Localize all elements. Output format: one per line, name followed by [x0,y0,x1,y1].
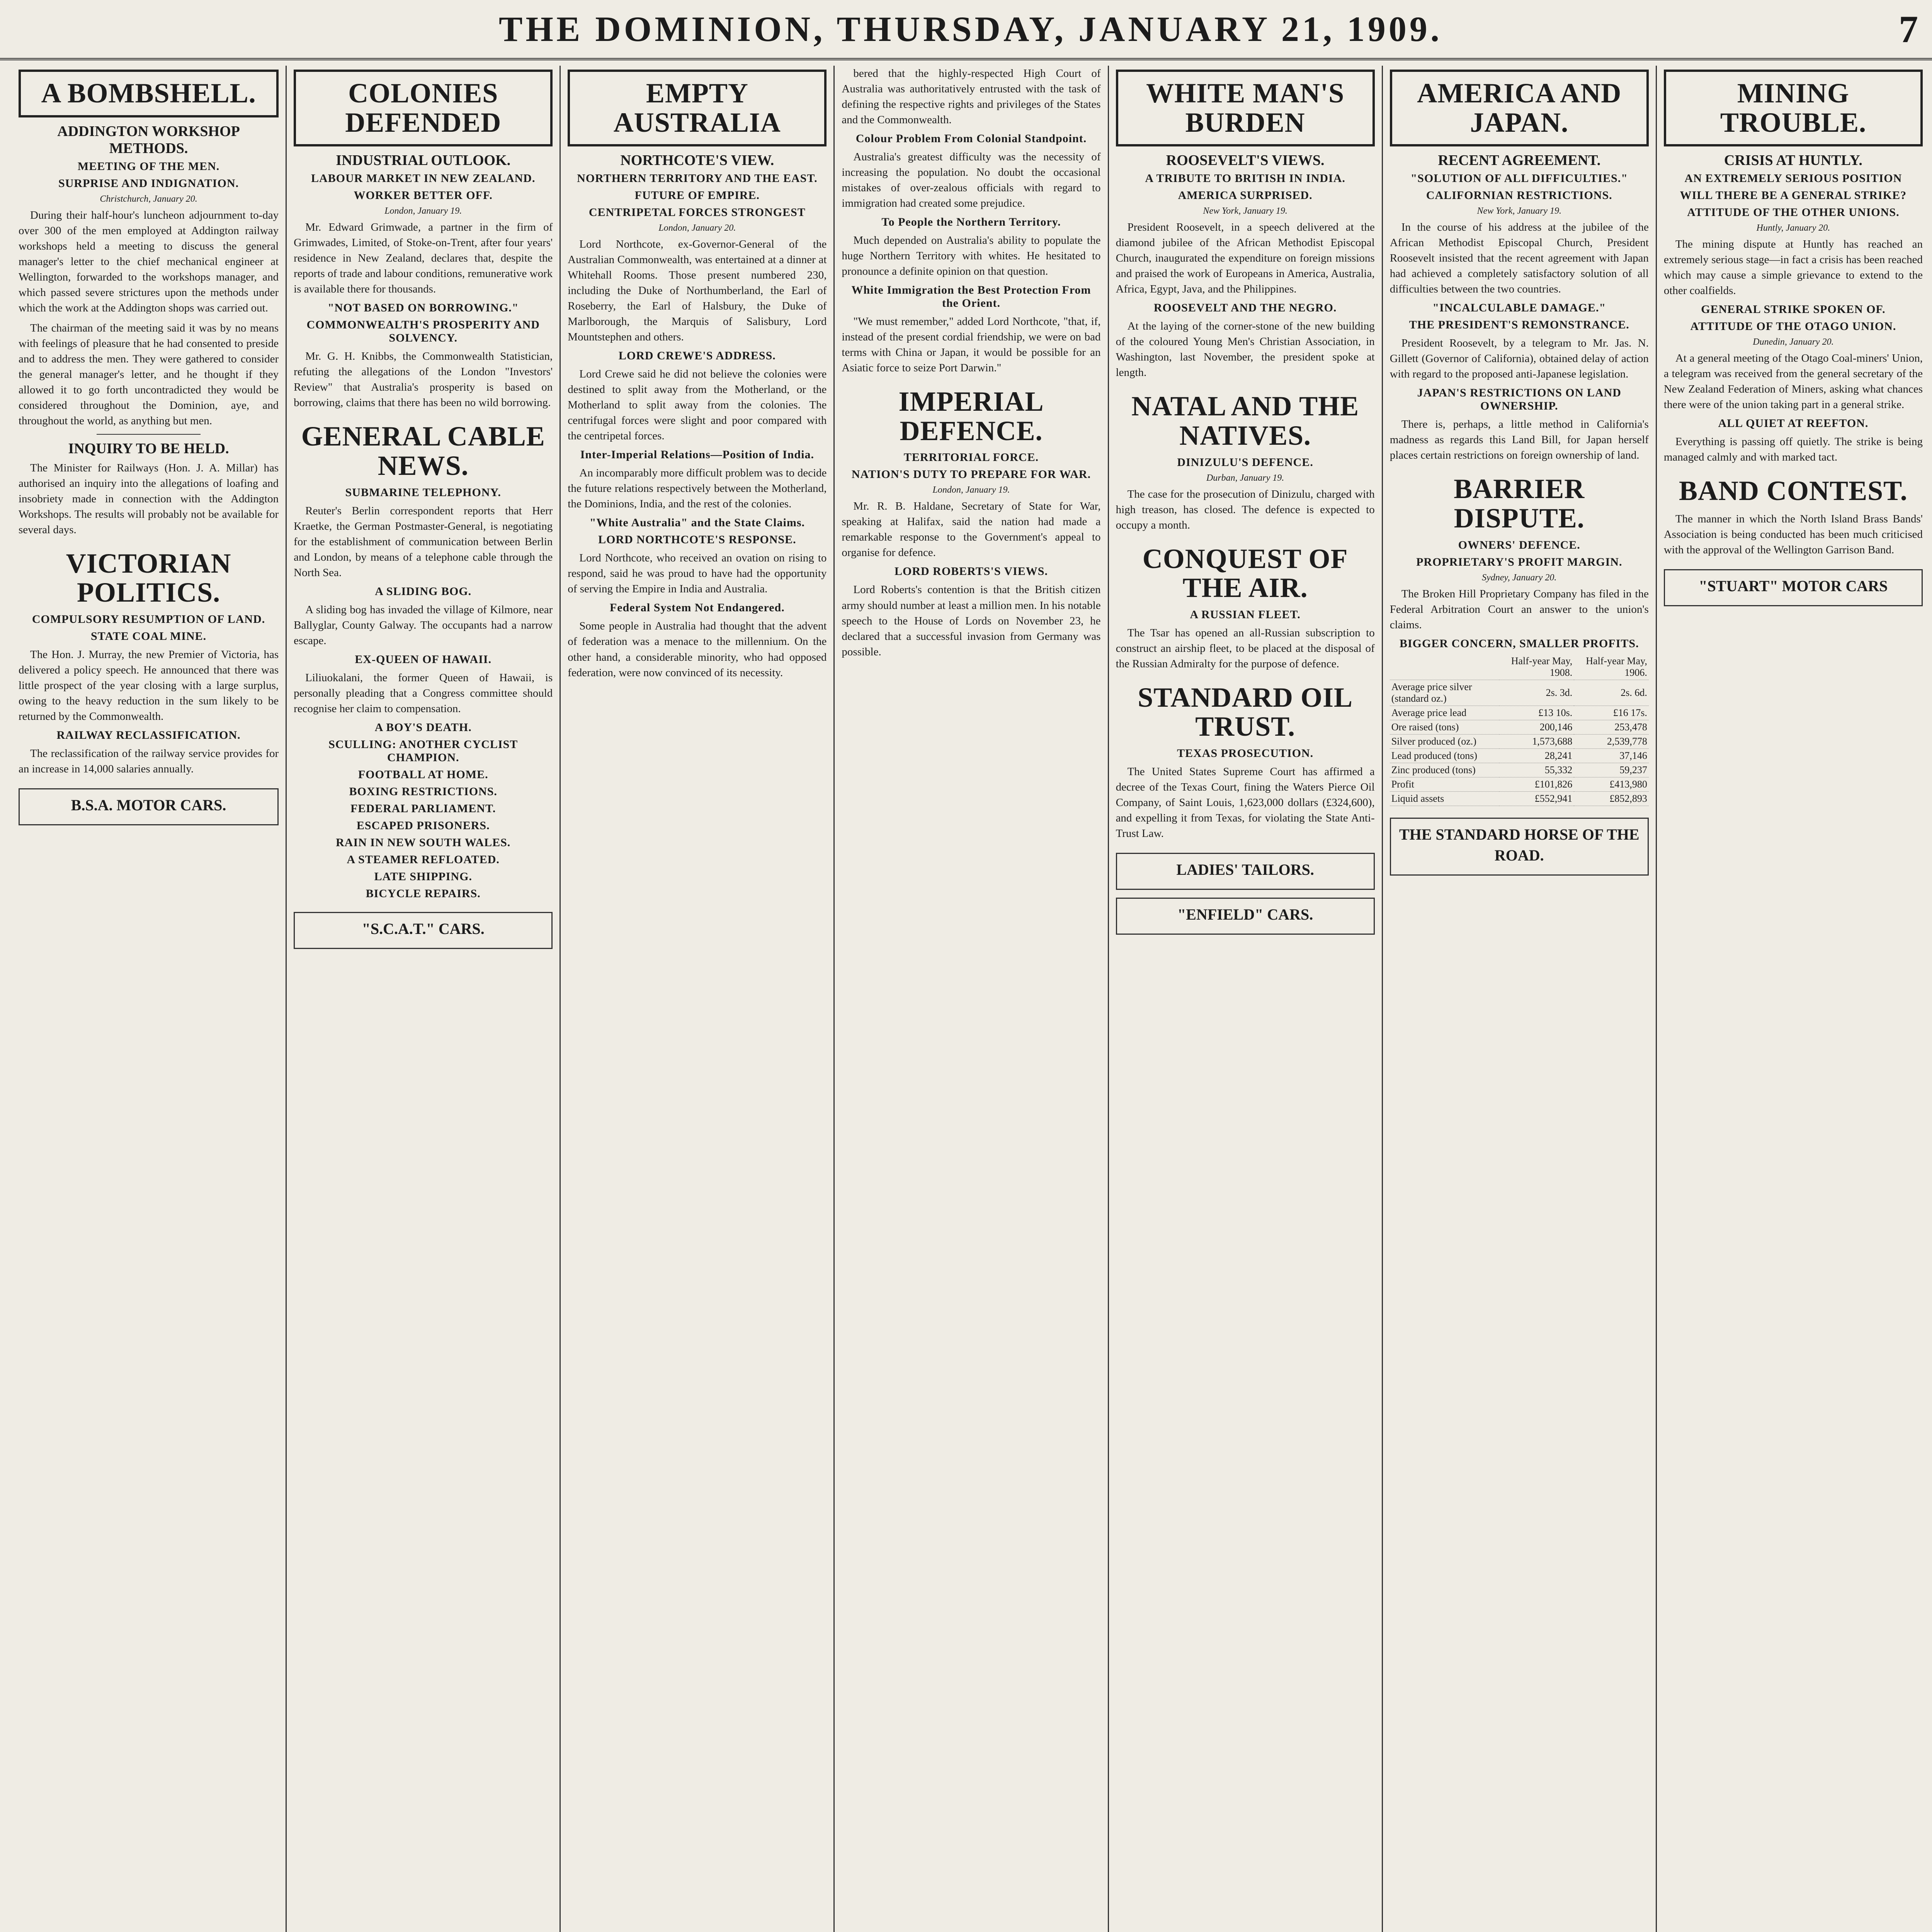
paragraph: President Roosevelt, by a telegram to Mr. Jas. N. Gillett (Governor of California), obtained delay of action with regard to the proposed anti-Japanese legislation. [1389,337,1649,381]
paragraph: Mr. Edward Grimwade, a partner in the firm of Grimwades, Limited, of Stoke-on-Trent, after four years' residence in New Zealand, declares that, despite the reports of trade and labour conditions, remunerative work is available there for thousands. [294,221,553,296]
table-row [1390,763,1649,777]
subheading: Colour Problem From Colonial Standpoint. [855,132,1087,145]
ad-title: "STUART" MOTOR CARS [1699,577,1888,595]
subheading: AN EXTREMELY SERIOUS POSITION [1684,172,1902,185]
article-band-contest [1664,476,1923,558]
dateline: London, January 20. [658,223,736,233]
paragraph: Mr. R. B. Haldane, Secretary of State for War, speaking at Halifax, said the nation had made a remarkable response to the Government's appeal to organise for defence. [842,500,1101,559]
subheading: Inter-Imperial Relations—Position of India. [580,448,814,461]
masthead [0,0,1932,60]
paragraph: The case for the prosecution of Dinizulu, charged with high treason, has closed. The defence is expected to occupy a month. [1116,488,1375,531]
stats-table [1390,654,1649,806]
table-row [1390,791,1649,806]
subheading: DINIZULU'S DEFENCE. [1177,456,1313,469]
paragraph: In the course of his address at the jubilee of the African Methodist Episcopal Church, President Roosevelt insisted that the recent agreement with Japan had achieved a completely satisfactory solution of all difficulties between the two countries. [1389,221,1649,296]
subheading: WORKER BETTER OFF. [354,189,493,202]
table-cell: 28,241 [1499,748,1574,763]
ad-title: "ENFIELD" CARS. [1177,906,1313,923]
subheading: FOOTBALL AT HOME. [358,768,488,781]
page-number: 7 [1899,8,1918,51]
subheading: ROOSEVELT AND THE NEGRO. [1153,301,1337,315]
headline: GENERAL CABLE NEWS. [301,421,545,481]
table-cell: Zinc produced (tons) [1390,763,1499,777]
column-6 [1382,66,1656,1932]
article-standard-oil [1116,683,1375,841]
dateline: Dunedin, January 20. [1753,337,1834,347]
subheading: SURPRISE AND INDIGNATION. [58,177,239,190]
headline: BARRIER DISPUTE. [1454,473,1585,534]
subheading: WILL THERE BE A GENERAL STRIKE? [1680,189,1907,202]
column-2 [286,66,560,1932]
table-cell: 253,478 [1574,720,1649,734]
subheading: FUTURE OF EMPIRE. [634,189,760,202]
table-cell: 2s. 6d. [1574,680,1649,706]
paragraph: President Roosevelt, in a speech delivered at the diamond jubilee of the African Methodist Episcopal Church, inaugurated the expenditure on foreign missions and praised the work of Europeans in America, Australia, Africa, Egypt, Java, and the Philippines. [1116,221,1375,296]
table-row [1390,706,1649,720]
table-cell: Average price lead [1390,706,1499,720]
subheading: COMPULSORY RESUMPTION OF LAND. [32,613,265,626]
paragraph: The Broken Hill Proprietary Company has filed in the Federal Arbitration Court an answer to the union's claims. [1389,587,1649,631]
subheading: White Immigration the Best Protection From the Orient. [851,284,1091,310]
headline: IMPERIAL DEFENCE. [898,386,1044,446]
table-cell: Silver produced (oz.) [1390,734,1499,748]
column-3 [560,66,833,1932]
advertisement [1116,853,1375,890]
dateline: Huntly, January 20. [1756,223,1830,233]
paragraph: Reuter's Berlin correspondent reports that Herr Kraetke, the German Postmaster-General, is negotiating for the establishment of communication between Berlin and London, by means of a telephone cable through the North Sea. [294,504,553,579]
subheading: CALIFORNIAN RESTRICTIONS. [1426,189,1612,202]
paragraph: Lord Roberts's contention is that the British citizen army should number at least a million men. In his notable speech to the House of Lords on November 23, he declared that a successful invasion from Germany was possible. [842,583,1101,658]
subheading: LORD CREWE'S ADDRESS. [618,349,776,362]
subheading: A TRIBUTE TO BRITISH IN INDIA. [1145,172,1345,185]
paragraph: Lord Crewe said he did not believe the colonies were destined to split away from the Motherland, or the Motherland to split away from the colonies. The centrifugal forces were slight and poor compared with the centripetal forces. [568,368,827,442]
table-header: Half-year May, 1908. [1499,654,1574,680]
table-cell: 2s. 3d. [1499,680,1574,706]
headline: MINING TROUBLE. [1664,70,1923,146]
paragraph: The United States Supreme Court has affirmed a decree of the Texas Court, fining the Waters Pierce Oil Company, of Saint Louis, 1,623,000 dollars (£324,600), and expelling it from Texas, for violating the State Anti-Trust Law. [1116,765,1375,840]
paragraph: During their half-hour's luncheon adjournment to-day over 300 of the men employed at Addington railway workshops held a meeting to discuss the general manager's letter to the chief mechanical engineer at Wellington, forwarded to the workshops manager, and which passed severe strictures upon the methods under which the work at the Addington shops was carried out. [19,209,279,314]
headline: STANDARD OIL TRUST. [1138,682,1353,742]
table-cell: £101,826 [1499,777,1574,791]
paragraph: The Tsar has opened an all-Russian subscription to construct an airship fleet, to be placed at the disposal of the Russian Admiralty for the purpose of defence. [1116,626,1375,670]
paragraph: Much depended on Australia's ability to populate the huge Northern Territory with whites. He hesitated to pronounce a definite opinion on that question. [842,234,1101,278]
subheading: ESCAPED PRISONERS. [356,819,490,832]
column-5 [1108,66,1382,1932]
table-cell: Lead produced (tons) [1390,748,1499,763]
dateline: New York, January 19. [1477,206,1561,216]
table-header-row [1390,654,1649,680]
advertisement [19,788,279,825]
subheading: LORD NORTHCOTE'S RESPONSE. [598,533,796,546]
table-cell: Ore raised (tons) [1390,720,1499,734]
dateline: New York, January 19. [1203,206,1287,216]
article-victorian-politics [19,549,279,777]
paragraph: Australia's greatest difficulty was the necessity of increasing the population. No doubt the occasional mistakes of over-zealous officials with regard to immigration had created some prejudice. [842,151,1101,210]
table-header: Half-year May, 1906. [1574,654,1649,680]
paragraph: Liliuokalani, the former Queen of Hawaii, is personally pleading that a Congress committee should recognise her claim to compensation. [294,671,553,715]
subheading: RECENT AGREEMENT. [1438,152,1601,169]
subheading: NORTHERN TERRITORY AND THE EAST. [577,172,818,185]
table-cell: £13 10s. [1499,706,1574,720]
paragraph: "We must remember," added Lord Northcote, "that, if, instead of the present cordial friendship, we were on bad terms with China or Japan, it would be possible for an Asiatic force to seize Port Darwin." [842,315,1101,374]
article-natal [1116,392,1375,532]
column-1 [12,66,286,1932]
subheading: PROPRIETARY'S PROFIT MARGIN. [1416,555,1622,568]
paragraph: At the laying of the corner-stone of the new building of the coloured Young Men's Christian Association, in Washington, last November, the president spoke at length. [1116,320,1375,379]
table-row [1390,734,1649,748]
subheading: CRISIS AT HUNTLY. [1724,152,1862,169]
paragraph: bered that the highly-respected High Court of Australia was authoritatively entrusted with the task of defining the respective rights and privileges of the States and the Commonwealth. [842,67,1101,126]
subheading: A STEAMER REFLOATED. [347,853,500,866]
paragraph: Lord Northcote, who received an ovation on rising to respond, said he was proud to have had the opportunity of serving the Empire in India and Australia. [568,552,827,595]
article-america-and-japan [1390,70,1649,463]
subheading: ROOSEVELT'S VIEWS. [1166,152,1325,169]
newspaper-columns [12,66,1930,1932]
paragraph: Lord Northcote, ex-Governor-General of the Australian Commonwealth, was entertained at a dinner at Whitehall Rooms. Those present numbered 230, including the Duke of Northumberland, the Earl of Roseberry, the Earl of Halsbury, the Duke of Marlborough, the Marquis of Salisbury, Lord Mountstephen and others. [568,238,827,344]
subheading: AMERICA SURPRISED. [1178,189,1313,202]
subheading: LATE SHIPPING. [374,870,472,883]
subheading: RAIN IN NEW SOUTH WALES. [336,836,511,849]
table-cell: 59,237 [1574,763,1649,777]
article-colonies-defended [294,70,553,410]
subheading: COMMONWEALTH'S PROSPERITY AND SOLVENCY. [306,318,540,345]
paragraph: The manner in which the North Island Brass Bands' Association is being conducted has been much criticised with the approval of the Wellington Garrison Band. [1663,512,1923,556]
article-white-mans-burden [1116,70,1375,380]
paragraph: Everything is passing off quietly. The strike is being managed calmly and with marked tact. [1663,435,1923,464]
table-cell: 200,146 [1499,720,1574,734]
subheading: BIGGER CONCERN, SMALLER PROFITS. [1399,637,1639,650]
column-4 [833,66,1107,1932]
subheading: BICYCLE REPAIRS. [366,887,481,900]
article-mining-trouble [1664,70,1923,465]
dateline: London, January 19. [932,485,1010,495]
divider [97,434,201,435]
paragraph: There is, perhaps, a little method in California's madness as regards this Land Bill, for Japan herself places certain restrictions on foreign ownership of land. [1389,418,1649,462]
paragraph: The chairman of the meeting said it was by no means with feelings of pleasure that he had consented to preside and to address the men. They were gathered to consider the general manager's letter, and he thought if they allowed it to go forth uncontradicted they would be considered throughout the Dominion, aye, and throughout the world, as anything but men. [19,321,279,427]
table-cell: 2,539,778 [1574,734,1649,748]
headline: VICTORIAN POLITICS. [66,548,231,608]
subheading: TERRITORIAL FORCE. [903,451,1039,464]
paragraph: Mr. G. H. Knibbs, the Commonwealth Statistician, refuting the allegations of the London "Investors' Review" that Australia's prosperity is based on borrowing, claims that there has been no wild borrowing. [294,350,553,409]
ad-title: "S.C.A.T." CARS. [362,920,485,937]
subheading: A RUSSIAN FLEET. [1190,608,1301,621]
subheading: GENERAL STRIKE SPOKEN OF. [1701,303,1886,316]
dateline: London, January 19. [384,206,462,216]
dateline: Christchurch, January 20. [100,194,197,204]
subheading: NORTHCOTE'S VIEW. [620,152,774,169]
subheading: THE PRESIDENT'S REMONSTRANCE. [1409,318,1629,332]
subheading: JAPAN'S RESTRICTIONS ON LAND OWNERSHIP. [1417,386,1621,413]
dateline: Durban, January 19. [1206,473,1284,483]
table-cell: £16 17s. [1574,706,1649,720]
paragraph: At a general meeting of the Otago Coal-miners' Union, a telegram was received from the general secretary of the New Zealand Federation of Miners, asking what chances there were of the union taking part in a general strike. [1663,352,1923,411]
paragraph: The reclassification of the railway service provides for an increase in 14,000 salaries annually. [19,747,279,776]
table-cell: Average price silver (standard oz.) [1390,680,1499,706]
article-empty-australia-cont [842,66,1100,376]
subheading: "White Australia" and the State Claims. [589,516,805,529]
headline: WHITE MAN'S BURDEN [1116,70,1375,146]
ad-title: B.S.A. MOTOR CARS. [71,796,226,814]
paragraph: A sliding bog has invaded the village of Kilmore, near Ballyglar, County Galway. The occupants had a narrow escape. [294,603,553,647]
table-cell: £552,941 [1499,791,1574,806]
subheading: INQUIRY TO BE HELD. [68,440,229,457]
subheading: SUBMARINE TELEPHONY. [345,486,501,499]
headline: NATAL AND THE NATIVES. [1131,391,1359,451]
table-cell: £852,893 [1574,791,1649,806]
table-cell: 37,146 [1574,748,1649,763]
article-barrier-dispute [1390,474,1649,806]
table-row [1390,720,1649,734]
subheading: ADDINGTON WORKSHOP METHODS. [57,123,240,156]
subheading: BOXING RESTRICTIONS. [349,785,497,798]
table-row [1390,680,1649,706]
paragraph: Some people in Australia had thought that the advent of federation was a menace to the millennium. On the other hand, a considerable minority, who had opposed federation, were now convinced of its necessity. [568,620,827,679]
subheading: A BOY'S DEATH. [374,721,472,734]
advertisement [1390,818,1649,876]
subheading: LORD ROBERTS'S VIEWS. [894,565,1048,578]
subheading: CENTRIPETAL FORCES STRONGEST [588,206,806,219]
table-cell: 55,332 [1499,763,1574,777]
table-row [1390,777,1649,791]
article-conquest-of-air [1116,544,1375,672]
table-cell: £413,980 [1574,777,1649,791]
subheading: ATTITUDE OF THE OTHER UNIONS. [1687,206,1900,219]
advertisement [1116,898,1375,935]
subheading: RAILWAY RECLASSIFICATION. [56,729,241,742]
paragraph: The Minister for Railways (Hon. J. A. Millar) has authorised an inquiry into the allegations of loafing and insobriety made in connection with the Addington Workshops. The results will probably not be available for several days. [19,461,279,536]
headline: COLONIES DEFENDED [294,70,553,146]
ad-title: THE STANDARD HORSE OF THE ROAD. [1399,825,1639,864]
subheading: STATE COAL MINE. [91,630,207,643]
subheading: Federal System Not Endangered. [609,601,785,614]
newspaper-title: THE DOMINION, THURSDAY, JANUARY 21, 1909. [499,9,1442,49]
article-bombshell [19,70,279,537]
subheading: "INCALCULABLE DAMAGE." [1432,301,1606,315]
subheading: A SLIDING BOG. [375,585,472,598]
subheading: "NOT BASED ON BORROWING." [327,301,519,315]
subheading: "SOLUTION OF ALL DIFFICULTIES." [1410,172,1628,185]
subheading: MEETING OF THE MEN. [77,160,220,173]
article-empty-australia [568,70,827,680]
subheading: LABOUR MARKET IN NEW ZEALAND. [311,172,536,185]
headline: BAND CONTEST. [1679,475,1908,507]
ad-title: LADIES' TAILORS. [1176,861,1314,879]
subheading: ALL QUIET AT REEFTON. [1718,417,1869,430]
advertisement [294,912,553,949]
subheading: FEDERAL PARLIAMENT. [350,802,496,815]
headline: EMPTY AUSTRALIA [568,70,827,146]
headline: CONQUEST OF THE AIR. [1142,543,1348,604]
table-cell: Liquid assets [1390,791,1499,806]
table-cell: 1,573,688 [1499,734,1574,748]
paragraph: The Hon. J. Murray, the new Premier of Victoria, has delivered a policy speech. He announced that there was little prospect of the year closing with a large surplus, owing to the heavy reduction in the sum likely to be returned by the Commonwealth. [19,648,279,723]
paragraph: An incomparably more difficult problem was to decide the future relations respectively between the Motherland, the Dominions, India, and the rest of the colonies. [568,467,827,510]
table-cell [1390,654,1499,680]
headline: A BOMBSHELL. [19,70,279,117]
article-general-cable-news [294,422,553,900]
subheading: OWNERS' DEFENCE. [1458,538,1580,551]
subheading: ATTITUDE OF THE OTAGO UNION. [1690,320,1896,333]
subheading: To People the Northern Territory. [881,216,1061,229]
article-imperial-defence [842,387,1100,659]
table-cell: Profit [1390,777,1499,791]
dateline: Sydney, January 20. [1482,572,1557,583]
table-row [1390,748,1649,763]
subheading: NATION'S DUTY TO PREPARE FOR WAR. [851,468,1091,481]
subheading: INDUSTRIAL OUTLOOK. [336,152,511,169]
advertisement [1664,569,1923,606]
column-7 [1656,66,1930,1932]
paragraph: The mining dispute at Huntly has reached an extremely serious stage—in fact a crisis has been reached which may cause a simple grievance to extend to the other coalfields. [1663,238,1923,297]
headline: AMERICA AND JAPAN. [1390,70,1649,146]
subheading: TEXAS PROSECUTION. [1177,747,1314,760]
subheading: SCULLING: ANOTHER CYCLIST CHAMPION. [328,738,518,764]
subheading: EX-QUEEN OF HAWAII. [355,653,492,666]
